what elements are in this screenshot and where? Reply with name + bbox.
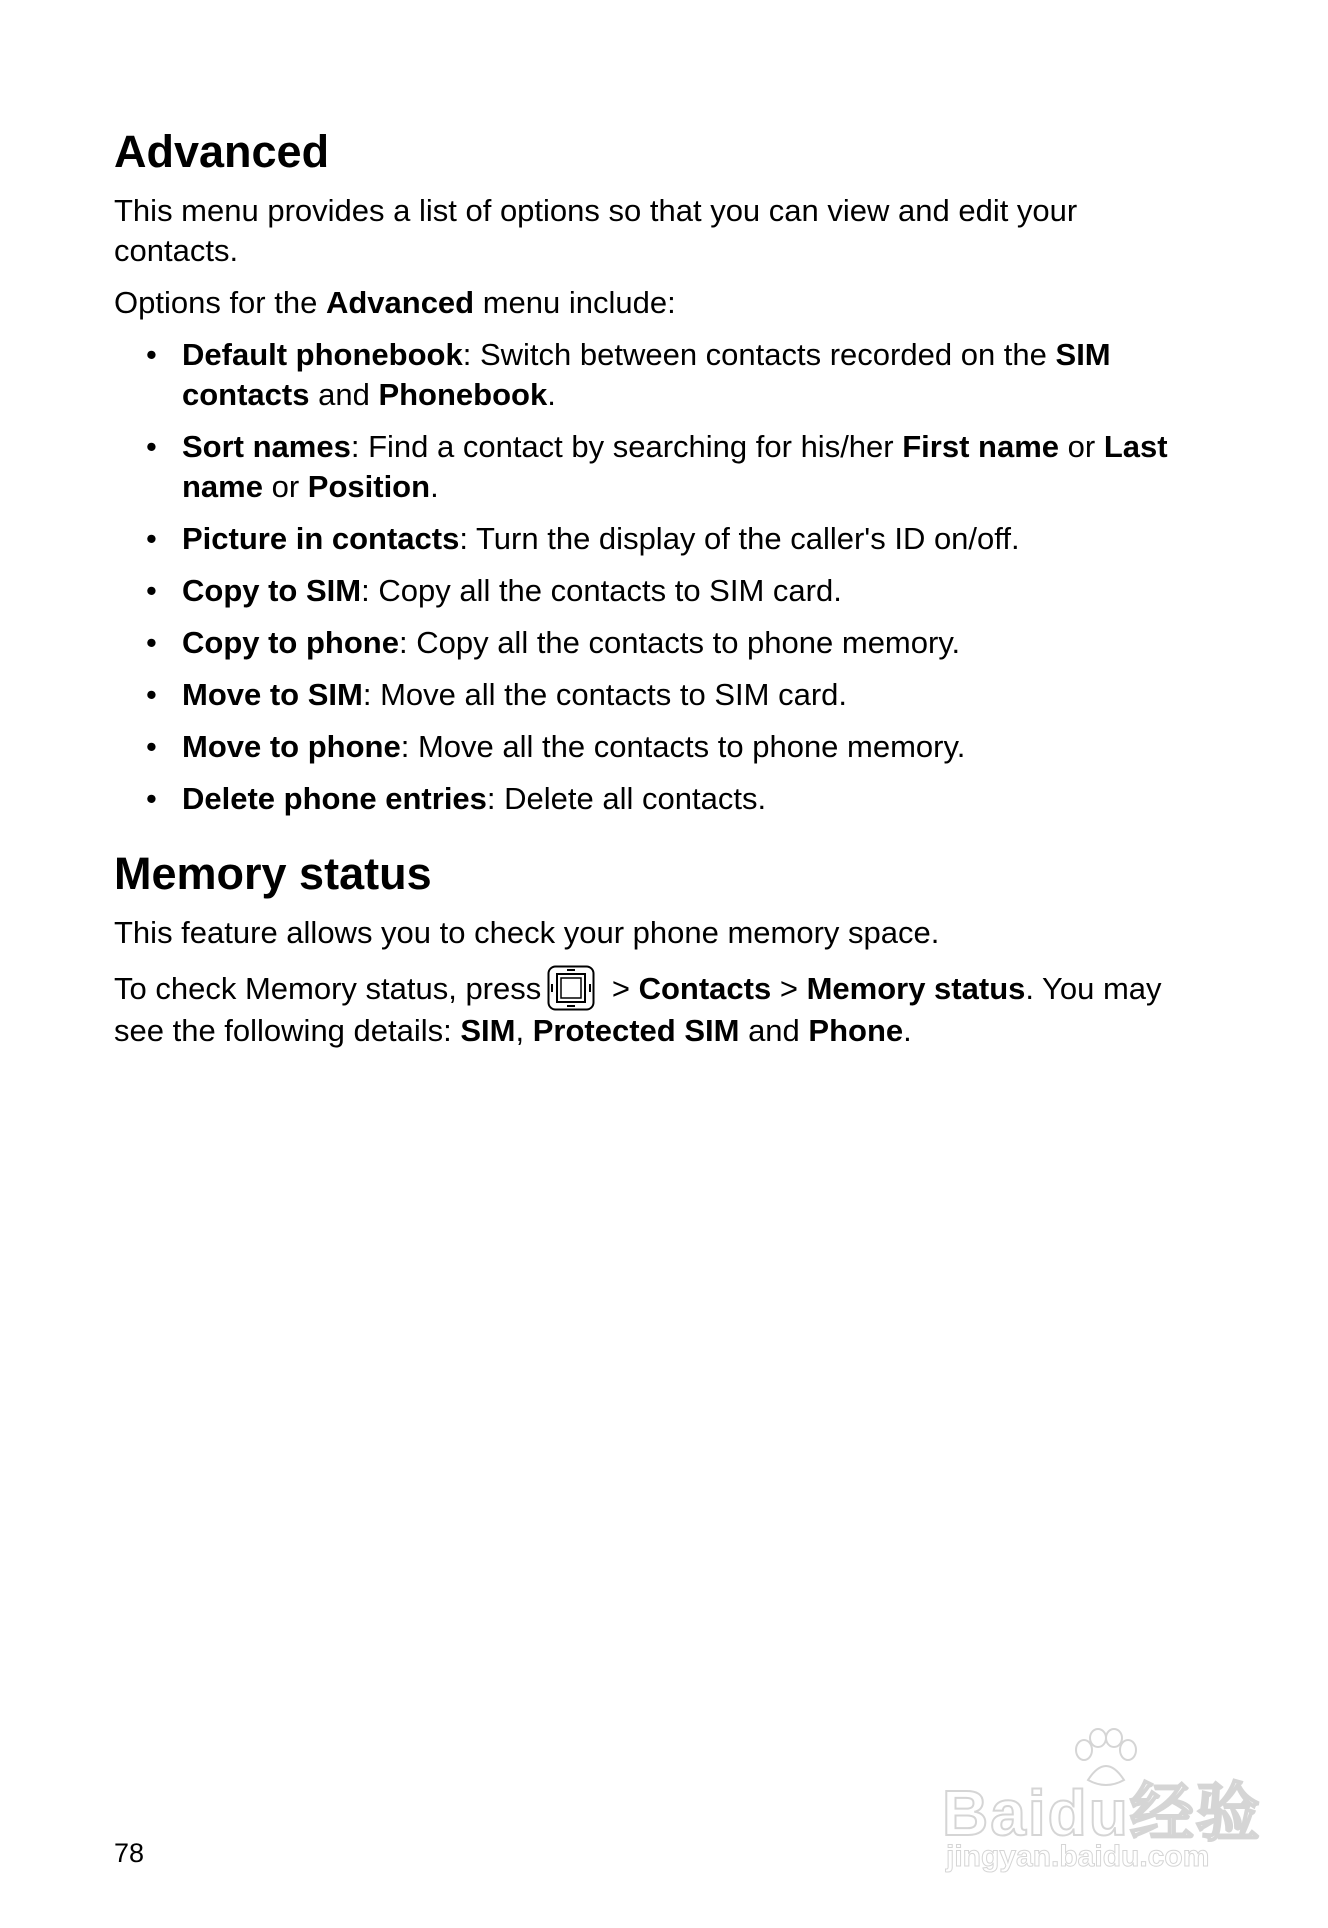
list-item: • Sort names: Find a contact by searching for his/her First name or Last name or Position. [146,429,1168,504]
advanced-options-intro: Options for the Advanced menu include: [114,285,676,320]
advanced-intro: This menu provides a list of options so that you can view and edit your contacts. [114,193,1078,268]
bullet: • [146,677,157,712]
bullet: • [146,729,157,764]
advanced-options-list [114,335,1174,819]
list-item: • Picture in contacts: Turn the display of the caller's ID on/off. [114,519,1174,559]
bullet: • [146,573,157,608]
memory-status-intro: This feature allows you to check your phone memory space. [114,915,940,950]
bullet: • [146,337,157,372]
memory-status-instructions: To check Memory status, press > Contacts > Memory status. You may see the following details: SIM, Protected SIM and Phone. [114,965,1174,1051]
list-item: • Move to SIM: Move all the contacts to SIM card. [114,675,1174,715]
list-item: • Delete phone entries: Delete all contacts. [114,779,1174,819]
memory-status-section [114,847,1174,1051]
bullet: • [146,429,157,464]
watermark [942,1728,1262,1878]
list-item: • Copy to phone: Copy all the contacts to phone memory. [114,623,1174,663]
list-item: • Default phonebook: Switch between contacts recorded on the SIM contacts and Phonebook. [146,337,1111,412]
watermark-brand: Baidu经验 [942,1777,1262,1849]
page-number: 78 [114,1838,145,1868]
bullet: • [146,781,157,816]
section-title-advanced: Advanced [114,126,330,177]
watermark-url: jingyan.baidu.com [946,1840,1210,1873]
document-page [114,125,1174,1063]
bullet: • [146,625,157,660]
list-item: • Copy to SIM: Copy all the contacts to SIM card. [114,571,1174,611]
bullet: • [146,521,157,556]
section-title-memory-status: Memory status [114,848,432,899]
menu-key-icon [547,965,595,1011]
list-item: • Move to phone: Move all the contacts to phone memory. [114,727,1174,767]
